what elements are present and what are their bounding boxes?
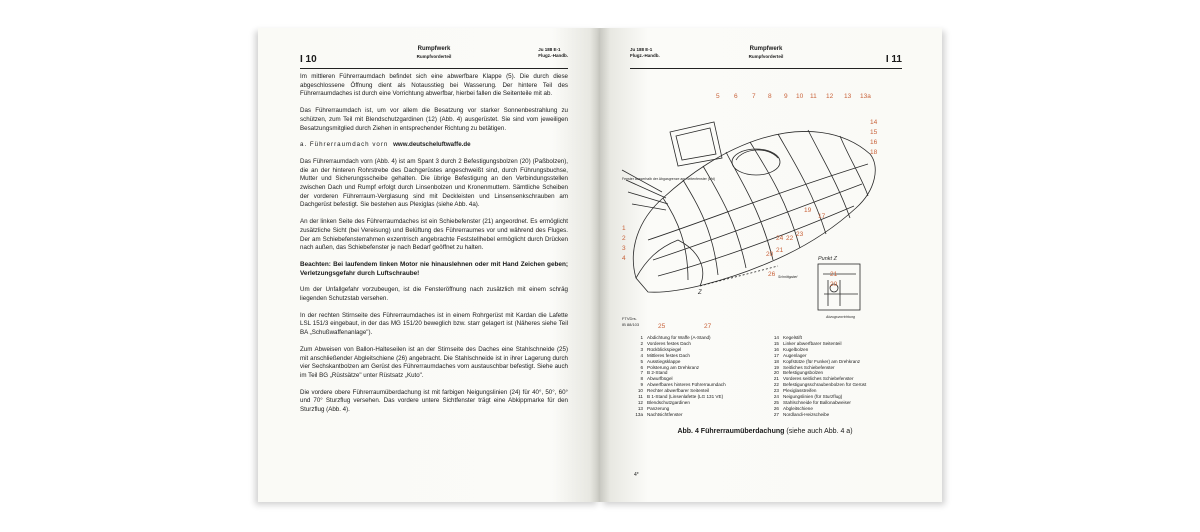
legend-text: Neigungslinien (für Sturzflug) <box>783 394 843 400</box>
callout-18: 18 <box>870 149 878 156</box>
legend-text: Augenlager <box>783 352 807 358</box>
page-footer: 4* <box>634 472 639 478</box>
callout-4: 4 <box>622 255 626 262</box>
legend-number: 10 <box>637 388 643 394</box>
legend-text: B 1-Stand (Linsenlafette (LG 131 VE) <box>647 394 724 400</box>
header-subtitle: Rumpfvorderteil <box>416 54 452 59</box>
legend-number: 3 <box>640 346 643 352</box>
legend-text: Mittleres festes Dach <box>647 352 690 358</box>
legend-text: Kegelstift <box>783 335 802 340</box>
legend-text: Kopfstütze (für Funker) am Drehkranz <box>783 358 861 364</box>
legend-number: 27 <box>773 411 779 417</box>
side-note: Fenster ausserhalb der Abgasgrenze am Seitenfenster (Lfd) <box>622 177 715 181</box>
stamp-line-1: FTVDrs. <box>622 316 637 321</box>
legend-number: 11 <box>638 394 643 400</box>
legend-text: Abgleitschiene <box>783 405 813 411</box>
callout-6: 6 <box>734 93 738 100</box>
legend-text: Abwurfbügel <box>647 376 673 382</box>
legend-number: 23 <box>773 388 779 394</box>
paragraph: Zum Abweisen von Ballon-Halteseilen ist an der Stirnseite des Daches eine Stahlschneide (25) mit anschließender Abgleitschiene (26) angebracht. Die Stahlschneide ist in ihrer Lagerung durch vier Sechskantbolzen am Gerüst des Führerraumdaches vorn austauschbar befestigt. Siehe auch im Teil BG „Rüstsätze" unter Rüstsatz „Kuto". <box>300 345 568 379</box>
callout-14: 14 <box>870 119 878 126</box>
right-page-header <box>630 46 902 69</box>
legend-number: 12 <box>637 399 643 405</box>
legend-number: 18 <box>773 358 779 364</box>
legend-text: B 2-Stand <box>647 370 668 376</box>
callout-20: 20 <box>766 251 774 258</box>
legend-text: Abdichtung für Waffe (A-Stand) <box>647 335 711 340</box>
callout-22: 22 <box>786 235 794 242</box>
legend-number: 17 <box>773 352 779 358</box>
callout-2: 2 <box>622 235 626 242</box>
callout-17: 17 <box>818 213 826 220</box>
legend-number: 24 <box>773 394 779 400</box>
callout-13a: 13a <box>860 93 871 100</box>
legend-number: 13 <box>637 405 643 411</box>
legend-number: 13a <box>635 411 643 417</box>
legend-text: Rechter abwerfbarer Seitenteil <box>647 388 710 394</box>
callout-13: 13 <box>844 93 852 100</box>
legend-text: Kugelbolzen <box>783 346 809 352</box>
callout-15: 15 <box>870 129 878 136</box>
callout-7: 7 <box>752 93 756 100</box>
header-title: Rumpfwerk <box>417 46 451 52</box>
legend-text: Polsterung am Drehkranz <box>647 364 700 370</box>
legend-number: 16 <box>773 346 779 352</box>
paragraph: An der linken Seite des Führerraumdaches ist ein Schiebefenster (21) angeordnet. Es ermöglicht zusätzliche Sicht (bei Vereisung) und Belüftung des Führerraumes vor und während des Fluges. Der am Schiebefensterrahmen exzentrisch angebrachte Feststellhebel ermöglicht durch Drücken nach außen, das Schiebefenster je nach Bedarf geöffnet zu halten. <box>300 218 568 252</box>
callout-1: 1 <box>622 225 626 232</box>
legend-number: 9 <box>640 382 643 388</box>
legend-number: 14 <box>773 335 779 340</box>
watermark-url: www.deutscheluftwaffe.de <box>393 141 471 149</box>
page-number: I 11 <box>885 54 902 65</box>
legend-text: Stahlschneide für Ballonabweiser <box>783 399 851 405</box>
legend-text: Vorderes festes Dach <box>647 340 691 346</box>
paragraph: Um der Unfallgefahr vorzubeugen, ist die Fensteröffnung nach zusätzlich mit einem schräg liegenden Schutzstab versehen. <box>300 286 568 303</box>
paragraph: Die vordere obere Führerraumüberdachung ist mit farbigen Neigungslinien (24) für 40°, 50°, 60° und 70° Sturzflug versehen. Das vordere untere Sichtfenster trägt eine Abkippmarke für den Sturzflug (Abb. 4). <box>300 388 568 414</box>
header-right <box>538 47 568 59</box>
legend-number: 26 <box>773 405 779 411</box>
legend-text: Blendschutzgardinen <box>647 399 690 405</box>
point-marker: Z <box>698 290 702 296</box>
right-page <box>600 28 942 502</box>
header-center <box>630 46 902 60</box>
canopy-diagram <box>618 80 886 332</box>
callout-16: 16 <box>870 139 878 146</box>
legend-text: Plexiglasstreifen <box>783 388 817 394</box>
detail-callout-21: 21 <box>830 271 838 278</box>
callout-19: 19 <box>804 207 812 214</box>
legend-number: 20 <box>773 370 779 376</box>
legend-number: 2 <box>640 340 643 346</box>
legend-number: 6 <box>640 364 643 370</box>
paragraph: Im mittleren Führerraumdach befindet sich eine abwerfbare Klappe (5). Die durch diese abgeschlossene Öffnung dient als Notausstieg bei Wasserung. Der hintere Teil des Führerraumdaches ist durch eine Vorrichtung abwerfbar, hierbei fallen die Seitenteile mit ab. <box>300 73 568 98</box>
legend-left <box>630 335 762 418</box>
legend-number: 22 <box>773 382 779 388</box>
detail-title: Punkt Z <box>818 256 837 262</box>
callout-27: 27 <box>704 323 712 330</box>
arrow-label: Schnittgabel <box>778 275 798 279</box>
canopy-outline <box>633 131 875 292</box>
callout-24: 24 <box>776 235 784 242</box>
nose-glazing <box>636 240 703 286</box>
stamp-line-2: IB 88/103 <box>622 322 640 327</box>
callout-25: 25 <box>658 323 666 330</box>
warning-note: Beachten: Bei laufendem linken Motor nie hinauslehnen oder mit Hand Zeichen geben; Verletzungsgefahr durch Luftschraube! <box>300 260 568 277</box>
legend-text: Vorderes seitliches Schiebefenster <box>783 376 854 382</box>
detail-callout-20: 20 <box>830 281 838 288</box>
legend-text: Befestigungsschraubenbolzen für Gerüst <box>783 382 867 388</box>
header-handbook: Flugz.-Handb. <box>538 53 568 58</box>
legend-number: 8 <box>640 376 643 382</box>
header-model: Ju 188 E-1 <box>630 47 653 52</box>
legend-number: 5 <box>640 358 643 364</box>
callout-21: 21 <box>776 247 784 254</box>
figure-caption <box>630 428 900 435</box>
header-model: Ju 188 E-1 <box>538 47 561 52</box>
left-page <box>258 28 600 502</box>
legend-number: 21 <box>773 376 779 382</box>
left-page-body <box>300 73 568 423</box>
callout-3: 3 <box>622 245 626 252</box>
legend-row <box>630 412 762 418</box>
callout-10: 10 <box>796 93 804 100</box>
legend-number: 4 <box>640 352 643 358</box>
page-number: I 10 <box>300 54 317 65</box>
callout-11: 11 <box>810 93 817 100</box>
legend-text: Nordlandi-Heizscheibe <box>783 411 830 417</box>
legend-number: 15 <box>773 340 779 346</box>
header-subtitle: Rumpfvorderteil <box>748 54 784 59</box>
callout-9: 9 <box>784 93 788 100</box>
legend-text: Panzerung <box>647 405 670 411</box>
paragraph: Das Führerraumdach vorn (Abb. 4) ist am Spant 3 durch 2 Befestigungsbolzen (20) (Paßbolzen), die an der hinteren Rohrstrebe des Dachgerüstes angeschweißt sind, durch Führungsbuchse, Mutter und Sicherungsscheibe gehalten. Die übrige Befestigung an den Verbindungsstellen zwischen Dach und Rumpf erfolgt durch Linsenbolzen und Kronenmuttern. Sämtliche Scheiben der vorderen Führerraum-Verglasung sind mit Deckleisten und Linsensenkschrauben am Dachgerüst befestigt. Sie bestehen aus Plexiglas (siehe Abb. 4a). <box>300 157 568 209</box>
header-handbook: Flugz.-Handb. <box>630 53 660 58</box>
caption-note: (siehe auch Abb. 4 a) <box>784 428 853 435</box>
header-title: Rumpfwerk <box>749 46 783 52</box>
legend-number: 1 <box>640 335 643 340</box>
header-center <box>300 46 568 60</box>
legend-row <box>766 412 916 418</box>
turret-dome <box>732 149 780 175</box>
callout-23: 23 <box>796 231 804 238</box>
legend-text: Befestigungsbolzen <box>783 370 824 376</box>
paragraph: Das Führerraumdach ist, um vor allem die Besatzung vor starker Sonnenbestrahlung zu schützen, zum Teil mit Blendschutzgardinen (12) (Abb. 4) ausgerüstet. Sie sind vom jeweiligen Besatzungsmitglied durch Ziehen in entsprechender Richtung zu betätigen. <box>300 107 568 132</box>
subheading: a. Führerraumdach vorn <box>300 141 389 149</box>
callout-8: 8 <box>768 93 772 100</box>
legend-text: Ausstiegsklappe <box>647 358 681 364</box>
legend-text: Rückblickspiegel <box>647 346 682 352</box>
detail-z-box <box>818 264 860 310</box>
paragraph: In der rechten Stirnseite des Führerraumdaches ist in einem Rohrgerüst mit Kardan die Lafette LSL 151/3 eingebaut, in der das MG 151/20 beweglich bzw. starr gelagert ist (Näheres siehe Teil BA „Schußwaffenanlage"). <box>300 311 568 337</box>
caption-title: Abb. 4 Führerraumüberdachung <box>677 428 785 435</box>
callout-12: 12 <box>826 93 834 100</box>
callout-5: 5 <box>716 93 720 100</box>
detail-label: Abzugsvorrichtung <box>826 315 855 319</box>
subheading-line <box>300 141 568 150</box>
left-page-header <box>300 46 568 69</box>
legend-number: 25 <box>773 399 779 405</box>
legend-right <box>766 335 916 418</box>
open-manual <box>258 28 942 502</box>
legend-number: 19 <box>773 364 779 370</box>
legend-text: Abwerfbares hinteres Führerraumdach <box>647 382 726 388</box>
callout-26: 26 <box>768 271 776 278</box>
legend-text: Seitliches Schiebefenster <box>783 364 835 370</box>
legend-text: Linker abwerfbarer Seitenteil <box>783 340 842 346</box>
legend-text: Nachtsichtfenster <box>647 411 683 417</box>
legend-number: 7 <box>640 370 643 376</box>
